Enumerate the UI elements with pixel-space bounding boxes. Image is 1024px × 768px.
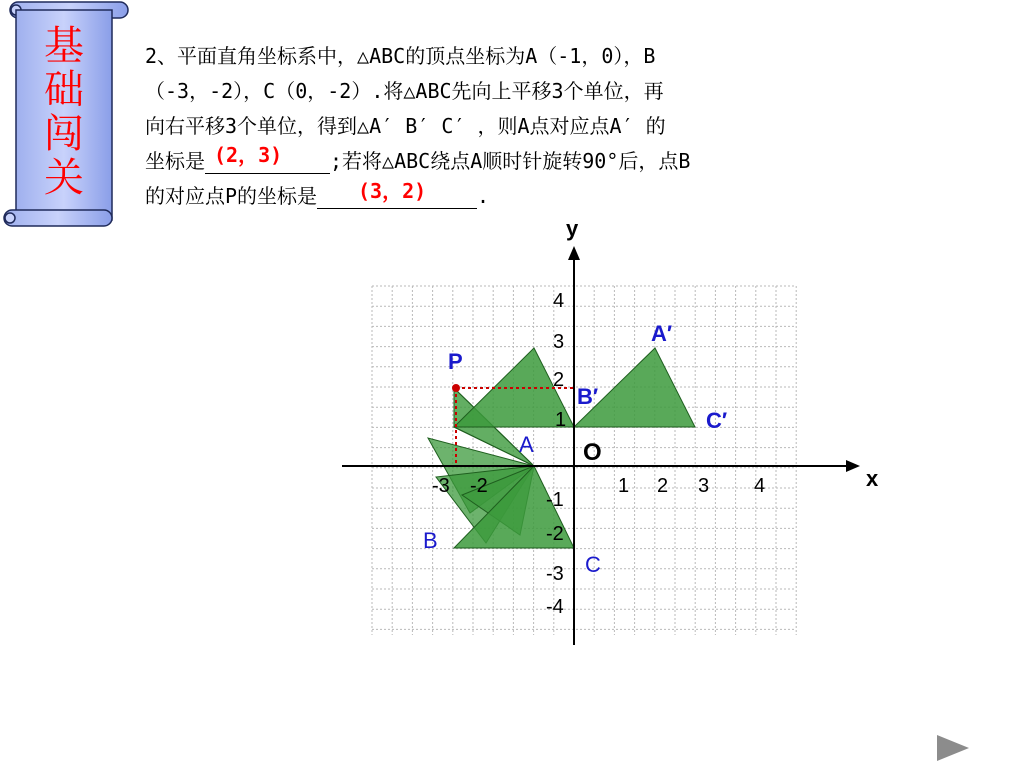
- point-label-b-prime: B′: [577, 384, 599, 409]
- banner-char-3: 闯: [44, 111, 84, 157]
- play-triangle-icon: [937, 735, 969, 761]
- x-tick-label: -3: [432, 475, 450, 497]
- y-tick-label: -2: [546, 523, 564, 545]
- banner-char-4: 关: [44, 155, 84, 201]
- y-axis-label: y: [566, 216, 579, 241]
- x-tick-label: 3: [698, 475, 710, 497]
- y-tick-label: 1: [555, 409, 567, 431]
- y-tick-label: -4: [546, 596, 564, 618]
- point-label-c: C: [585, 552, 601, 577]
- origin-label: O: [583, 439, 602, 466]
- problem-line-1: 2、平面直角坐标系中，△ABC的顶点坐标为A（-1，0），B: [145, 44, 656, 68]
- problem-line-3: 向右平移3个单位，得到△A′ B′ C′ ，则A点对应点A′ 的: [145, 114, 666, 138]
- x-tick-label: 2: [657, 475, 669, 497]
- problem-line-2: （-3，-2），C（0，-2）.将△ABC先向上平移3个单位，再: [145, 79, 664, 103]
- point-label-b: B: [423, 528, 438, 553]
- problem-line-5-prefix: 的对应点P的坐标是: [145, 184, 318, 208]
- problem-line-4-suffix: ;若将△ABC绕点A顺时针旋转90°后，点B: [330, 149, 691, 173]
- x-axis-label: x: [866, 466, 879, 491]
- y-tick-label: -3: [546, 563, 564, 585]
- next-slide-button[interactable]: [935, 733, 971, 763]
- point-label-c-prime: C′: [706, 408, 728, 433]
- y-tick-label: 3: [553, 331, 565, 353]
- banner-char-2: 础: [44, 67, 84, 113]
- banner-char-1: 基: [44, 23, 84, 69]
- x-axis-arrow-icon: [846, 460, 860, 472]
- point-label-p: P: [448, 349, 463, 374]
- problem-line-5-suffix: .: [477, 184, 490, 208]
- y-tick-label: 4: [553, 290, 565, 312]
- point-label-a: A: [519, 432, 534, 457]
- x-tick-label: 1: [618, 475, 630, 497]
- problem-line-4-prefix: 坐标是: [145, 149, 205, 173]
- x-tick-label: 4: [754, 475, 766, 497]
- x-tick-label: -2: [470, 475, 488, 497]
- answer-1: (2，3): [214, 143, 283, 167]
- point-p-dot: [452, 384, 460, 392]
- y-axis-arrow-icon: [568, 246, 580, 260]
- point-label-a-prime: A′: [651, 321, 673, 346]
- y-tick-label: 2: [553, 369, 565, 391]
- answer-2: (3，2): [358, 179, 427, 203]
- y-tick-label: -1: [546, 489, 564, 511]
